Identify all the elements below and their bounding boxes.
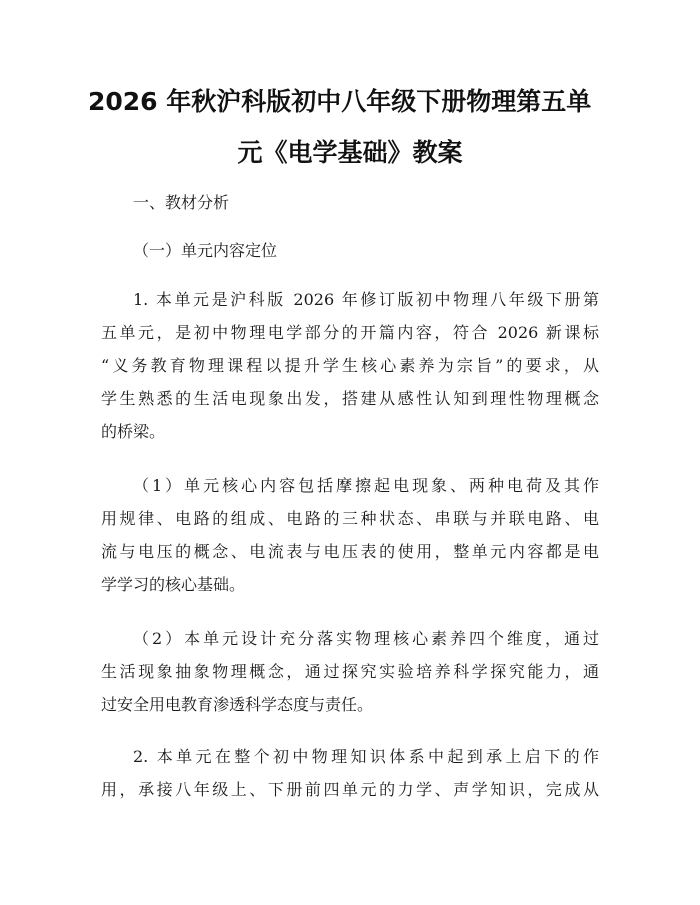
document-title-line-1: 2026 年秋沪科版初中八年级下册物理第五单 [88,87,592,116]
document-title-line-2: 元《电学基础》教案 [237,138,463,167]
paragraph-3-line-3: 过安全用电教育渗透科学态度与责任。 [101,695,374,714]
paragraph-1-line-5: 的桥梁。 [101,422,166,441]
paragraph-1-line-1: 1. 本单元是沪科版 2026 年修订版初中物理八年级下册第 [133,290,599,309]
paragraph-3-line-2: 生活现象抽象物理概念，通过探究实验培养科学探究能力，通 [101,662,599,681]
paragraph-4-line-1: 2. 本单元在整个初中物理知识体系中起到承上启下的作 [133,747,599,766]
paragraph-1-line-2: 五单元，是初中物理电学部分的开篇内容，符合 2026 新课标 [101,323,599,342]
paragraph-4-line-2: 用，承接八年级上、下册前四单元的力学、声学知识，完成从 [101,780,599,799]
section-heading-teaching-analysis: 一、教材分析 [133,193,230,212]
paragraph-2-line-4: 学学习的核心基础。 [101,575,246,594]
paragraph-3-line-1: （2）本单元设计充分落实物理核心素养四个维度，通过 [133,629,599,648]
paragraph-2-line-2: 用规律、电路的组成、电路的三种状态、串联与并联电路、电 [101,509,599,528]
subsection-heading-unit-positioning: （一）单元内容定位 [133,241,278,260]
paragraph-2-line-3: 流与电压的概念、电流表与电压表的使用，整单元内容都是电 [101,542,599,561]
paragraph-2-line-1: （1）单元核心内容包括摩擦起电现象、两种电荷及其作 [133,476,599,495]
paragraph-1-line-4: 学生熟悉的生活电现象出发，搭建从感性认知到理性物理概念 [101,389,599,408]
paragraph-1-line-3: “义务教育物理课程以提升学生核心素养为宗旨”的要求，从 [101,356,599,375]
